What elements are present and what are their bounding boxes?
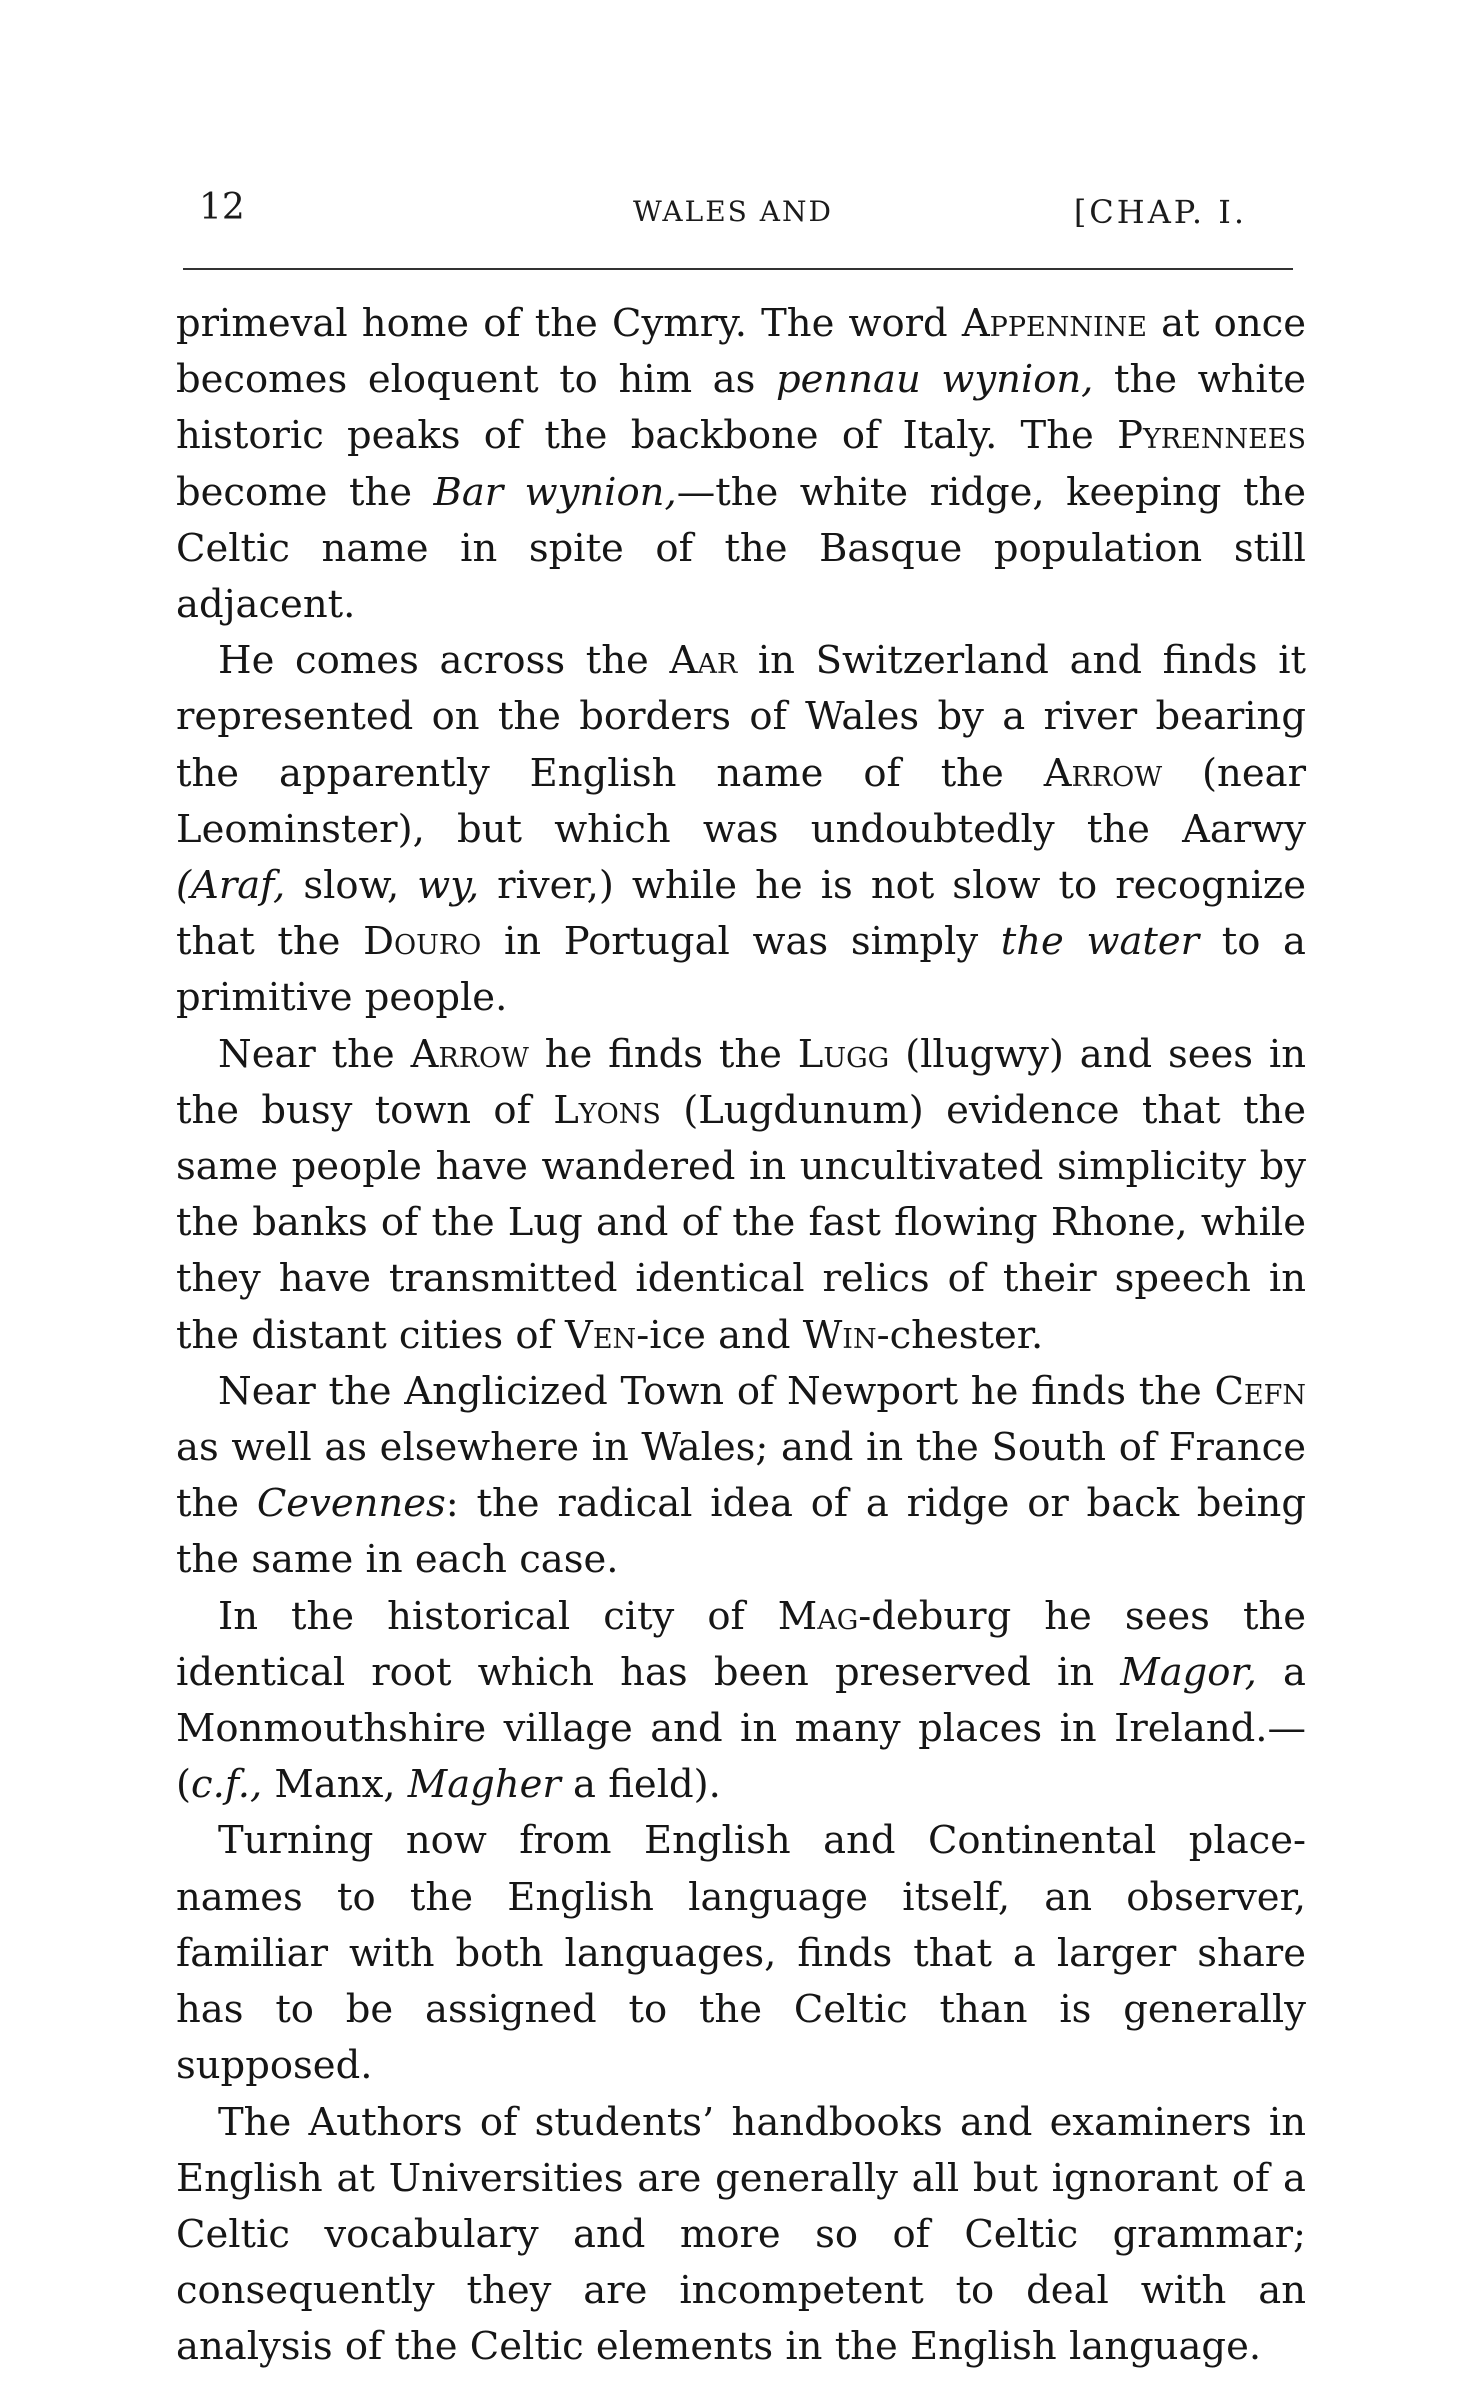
text-run: He comes across the [218,638,670,684]
text-run: in Portugal was simply [481,919,1001,965]
text-run: become the [176,469,434,515]
running-title: WALES AND [633,195,833,228]
text-run: primeval home of the Cymry. The word [176,301,962,346]
text-run: (near Leominster), but which was undoubtedly the Aarwy [176,750,1306,852]
text-run: Near the [218,1031,411,1077]
place-name: Arrow [1043,750,1163,796]
paragraph-5 [176,1589,1306,1814]
text-run: -chester. [876,1312,1044,1358]
text-run: Manx, [262,1762,408,1808]
text-run: Turning now from English and Continental place-names to the English language itself, an observer, familiar with both languages, finds that a larger share has to be assigned to the Celtic than is generally supposed. [176,1818,1306,2089]
place-name: Cefn [1214,1368,1306,1414]
header-rule [183,268,1293,270]
place-name: Lugg [797,1031,890,1077]
text-run: : the radical idea of a ridge or back being the same in each case. [176,1481,1306,1583]
place-name: Appennine [961,301,1147,346]
welsh-term: wy, [417,863,480,909]
place-name: Aar [669,638,738,684]
paragraph-3 [176,1027,1306,1364]
text-run: Near the Anglicized Town of Newport he finds the [218,1368,1215,1414]
welsh-term: (Araf, [176,863,286,909]
paragraph-6 [176,1813,1306,2094]
body-text [176,296,1306,2376]
text-run: the white historic peaks of the backbone of Italy. The [176,357,1306,459]
text-run: -deburg he sees the identical root which has been preserved in [176,1593,1306,1695]
text-run: (llugwy) and sees in the busy town of [176,1031,1306,1133]
place-name: Arrow [410,1031,529,1077]
text-run: In the historical city of [218,1593,778,1639]
text-run: at once becomes eloquent to him as [176,301,1306,403]
place-name: Lyons [553,1087,661,1133]
text-run: river,) while he is not slow to recognize that the [176,863,1306,965]
paragraph-4 [176,1364,1306,1589]
welsh-term: pennau wynion, [776,357,1094,403]
place-name-italic: Cevennes [256,1481,446,1527]
page-header [183,183,1283,243]
paragraph-2 [176,633,1306,1026]
text-run: -ice and [636,1312,803,1358]
text-run: a Monmouthshire village and in many places in Ireland.—( [176,1649,1306,1808]
page-number: 12 [199,187,245,228]
text-run: to a primitive people. [176,919,1306,1021]
place-name: Mag [777,1593,859,1639]
chapter-label: [CHAP. I. [1073,193,1247,231]
manx-term: Magher [407,1762,561,1808]
place-name: Douro [363,919,482,965]
text-run: The Authors of students’ handbooks and examiners in English at Universities are generally all but ignorant of a Celtic vocabulary and more so of Celtic grammar; consequently they are incompetent to deal with an analysis of the Celtic elements in the English language. [176,2099,1306,2370]
emphasis: the water [1000,919,1200,965]
place-name: Win [802,1312,877,1358]
place-name-italic: Magor, [1120,1649,1257,1695]
text-run: in Switzerland and finds it represented on the borders of Wales by a river bearing the apparently English name of the [176,638,1306,796]
abbreviation: c.f., [191,1762,263,1808]
place-name: Pyrennees [1117,413,1306,459]
text-run: —the white ridge, keeping the Celtic name in spite of the Basque population still adjacent. [176,469,1306,628]
text-run: a field). [560,1762,721,1808]
paragraph-1 [176,296,1306,633]
welsh-term: Bar wynion, [433,469,677,515]
text-run: (Lugdunum) evidence that the same people have wandered in uncultivated simplicity by the banks of the Lug and of the fast flowing Rhone, while they have transmitted identical relics of their speech in the distant cities of [176,1087,1307,1358]
place-name: Ven [565,1312,637,1358]
text-run: he finds the [528,1031,798,1077]
text-run: slow, [285,863,418,909]
paragraph-7 [176,2095,1306,2376]
text-run: as well as elsewhere in Wales; and in the South of France the [176,1425,1306,1527]
